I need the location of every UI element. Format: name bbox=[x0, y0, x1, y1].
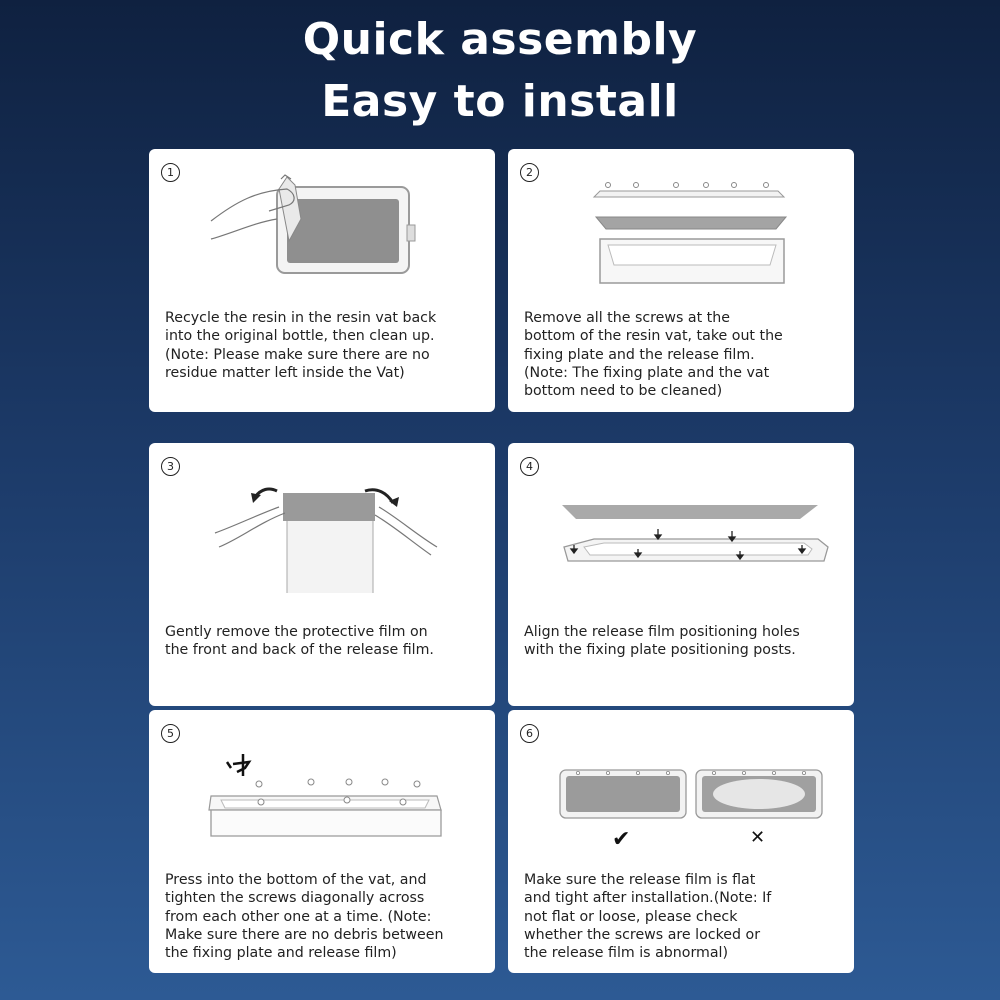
correct-check-icon: ✔ bbox=[612, 827, 631, 852]
step-4-illustration bbox=[508, 443, 854, 593]
step-number-3: 3 bbox=[161, 457, 180, 476]
step-5-description: Press into the bottom of the vat, and tighten the screws diagonally across from each other one at a time. (Note: Make sure there are no debris between the fixing plate and release film) bbox=[165, 872, 444, 962]
step-1-description: Recycle the resin in the resin vat back into the original bottle, then clean up. (Note: Please make sure there are no residue matter left inside the Vat) bbox=[165, 310, 437, 381]
step-number-6: 6 bbox=[520, 724, 539, 743]
step-3-illustration bbox=[149, 443, 495, 593]
step-number-2: 2 bbox=[520, 163, 539, 182]
step-card-4 bbox=[508, 443, 854, 706]
step-card-5 bbox=[149, 710, 495, 973]
step-2-description: Remove all the screws at the bottom of the resin vat, take out the fixing plate and the release film. (Note: The fixing plate and the vat bottom need to be cleaned) bbox=[524, 310, 783, 400]
step-5-illustration bbox=[149, 710, 495, 860]
wrong-cross-icon: ✕ bbox=[750, 827, 766, 848]
step-6-illustration bbox=[508, 710, 854, 860]
step-6-description: Make sure the release film is flat and tight after installation.(Note: If not flat or loose, please check whether the screws are locked or the release film is abnormal) bbox=[524, 872, 772, 962]
step-4-description: Align the release film positioning holes with the fixing plate positioning posts. bbox=[524, 624, 800, 659]
step-card-6 bbox=[508, 710, 854, 973]
step-card-2 bbox=[508, 149, 854, 412]
step-2-illustration bbox=[508, 149, 854, 299]
step-3-description: Gently remove the protective film on the front and back of the release film. bbox=[165, 624, 434, 659]
step-card-3 bbox=[149, 443, 495, 706]
step-number-1: 1 bbox=[161, 163, 180, 182]
step-number-4: 4 bbox=[520, 457, 539, 476]
step-1-illustration bbox=[149, 149, 495, 299]
step-number-5: 5 bbox=[161, 724, 180, 743]
page-title-line2: Easy to install bbox=[321, 76, 679, 127]
page-title-line1: Quick assembly bbox=[302, 14, 698, 65]
step-card-1 bbox=[149, 149, 495, 412]
